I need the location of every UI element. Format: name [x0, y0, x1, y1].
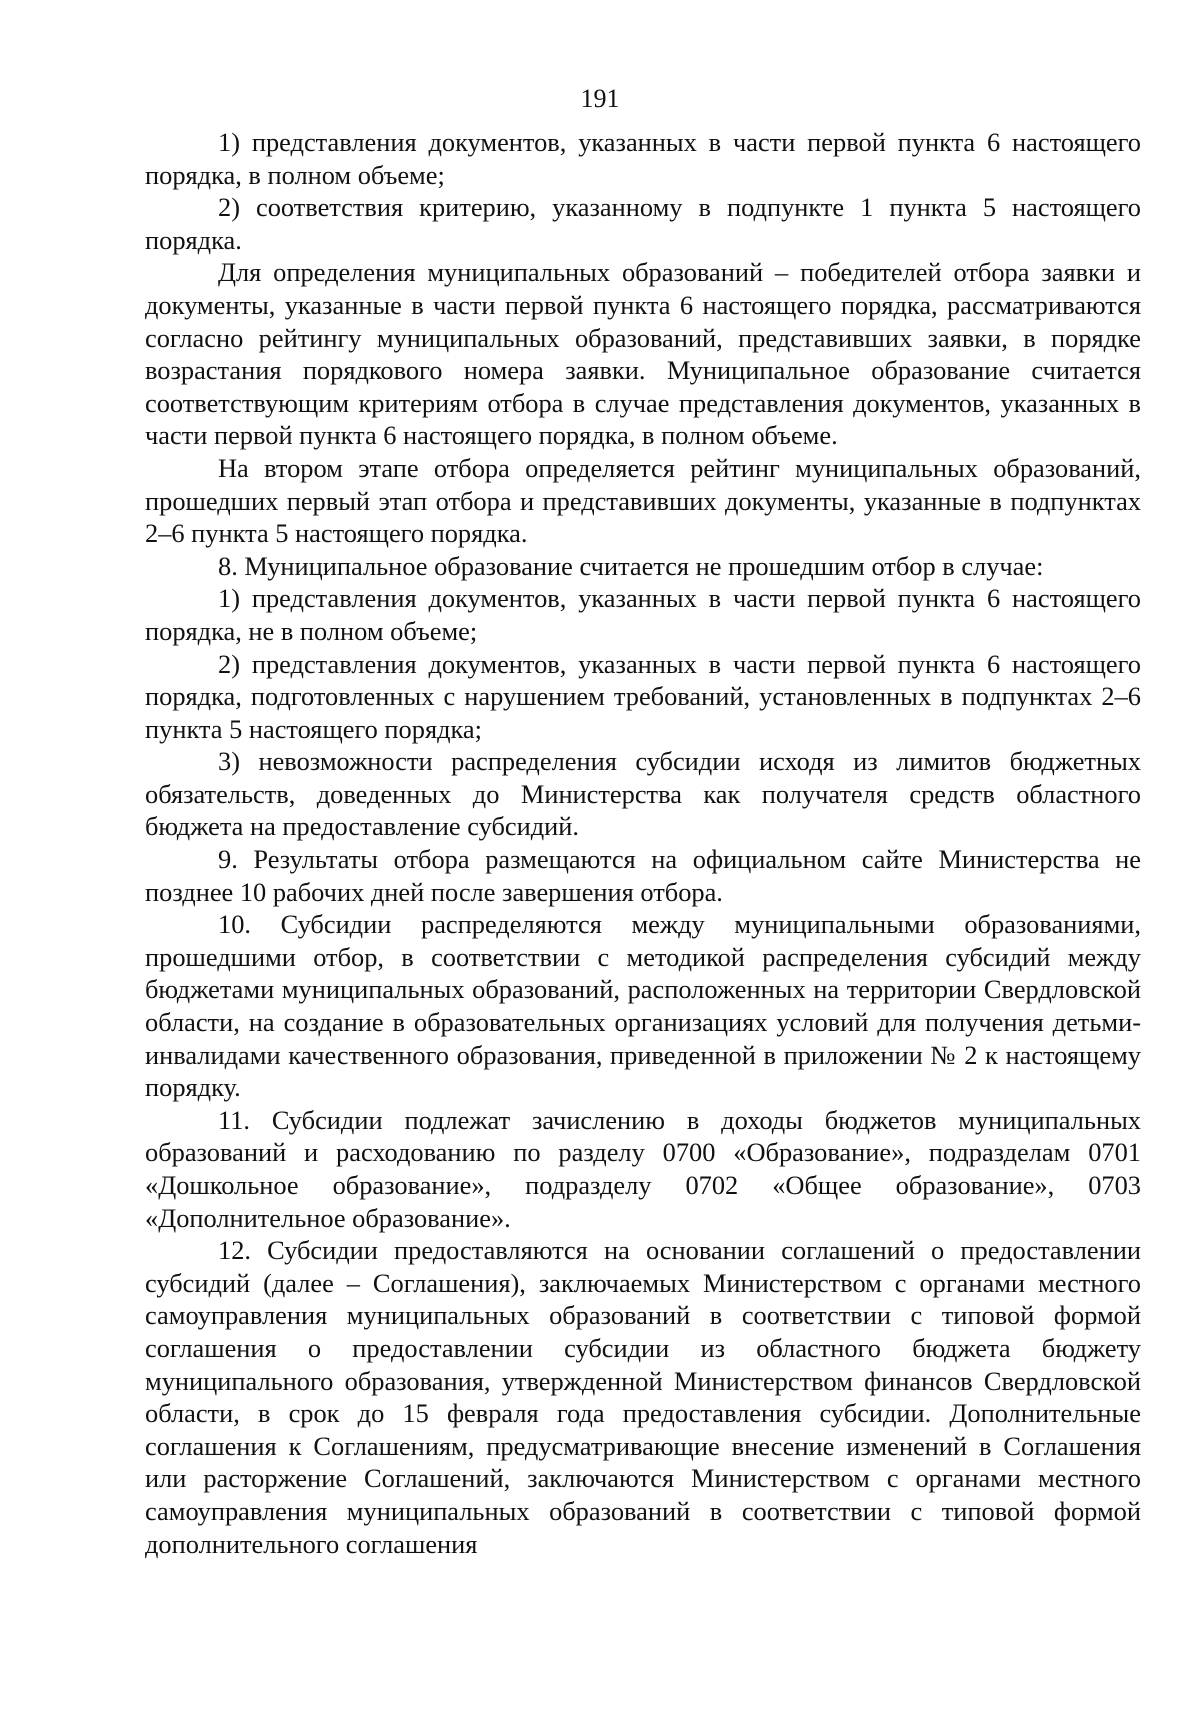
page-number: 191	[580, 84, 620, 113]
document-body	[145, 126, 1141, 1560]
paragraph-section-11: 11. Субсидии подлежат зачислению в доходы бюджетов муниципальных образований и расходованию по разделу 0700 «Образование», подразделам 0701 «Дошкольное образование», подразделу 0702 «Общее образование», 0703 «Дополнительное образование».	[145, 1104, 1141, 1233]
paragraph-second-stage: На втором этапе отбора определяется рейтинг муниципальных образований, прошедших первый этап отбора и представивших документы, указанные в подпунктах 2–6 пункта 5 настоящего порядка.	[145, 452, 1141, 549]
paragraph-section-12: 12. Субсидии предоставляются на основании соглашений о предоставлении субсидий (далее – Соглашения), заключаемых Министерством с органами местного самоуправления муниципальных образований в соответствии с типовой формой соглашения о предоставлении субсидии из областного бюджета бюджету муниципального образования, утвержденной Министерством финансов Свердловской области, в срок до 15 февраля года предоставления субсидии. Дополнительные соглашения к Соглашениям, предусматривающие внесение изменений в Соглашения или расторжение Соглашений, заключаются Министерством с органами местного самоуправления муниципальных образований в соответствии с типовой формой дополнительного соглашения	[145, 1235, 1141, 1559]
paragraph-section-8-item-3: 3) невозможности распределения субсидии исходя из лимитов бюджетных обязательств, доведенных до Министерства как получателя средств областного бюджета на предоставление субсидий.	[145, 746, 1141, 842]
paragraph-item-1-full-docs: 1) представления документов, указанных в части первой пункта 6 настоящего порядка, в полном объеме;	[145, 127, 1141, 190]
paragraph-item-2-criterion: 2) соответствия критерию, указанному в подпункте 1 пункта 5 настоящего порядка.	[145, 192, 1141, 255]
paragraph-section-8-item-2: 2) представления документов, указанных в части первой пункта 6 настоящего порядка, подготовленных с нарушением требований, установленных в подпунктах 2–6 пункта 5 настоящего порядка;	[145, 648, 1141, 744]
paragraph-section-10: 10. Субсидии распределяются между муниципальными образованиями, прошедшими отбор, в соответствии с методикой распределения субсидий между бюджетами муниципальных образований, расположенных на территории Свердловской области, на создание в образовательных организациях условий для получения детьми-инвалидами качественного образования, приведенной в приложении № 2 к настоящему порядку.	[145, 909, 1141, 1103]
paragraph-section-8: 8. Муниципальное образование считается не прошедшим отбор в случае:	[218, 550, 1044, 581]
paragraph-section-9: 9. Результаты отбора размещаются на официальном сайте Министерства не позднее 10 рабочих дней после завершения отбора.	[145, 844, 1141, 907]
paragraph-section-8-item-1: 1) представления документов, указанных в части первой пункта 6 настоящего порядка, не в полном объеме;	[145, 583, 1141, 646]
paragraph-winners-determination: Для определения муниципальных образований – победителей отбора заявки и документы, указанные в части первой пункта 6 настоящего порядка, рассматриваются согласно рейтингу муниципальных образований, представивших заявки, в порядке возрастания порядкового номера заявки. Муниципальное образование считается соответствующим критериям отбора в случае представления документов, указанных в части первой пункта 6 настоящего порядка, в полном объеме.	[145, 257, 1141, 451]
